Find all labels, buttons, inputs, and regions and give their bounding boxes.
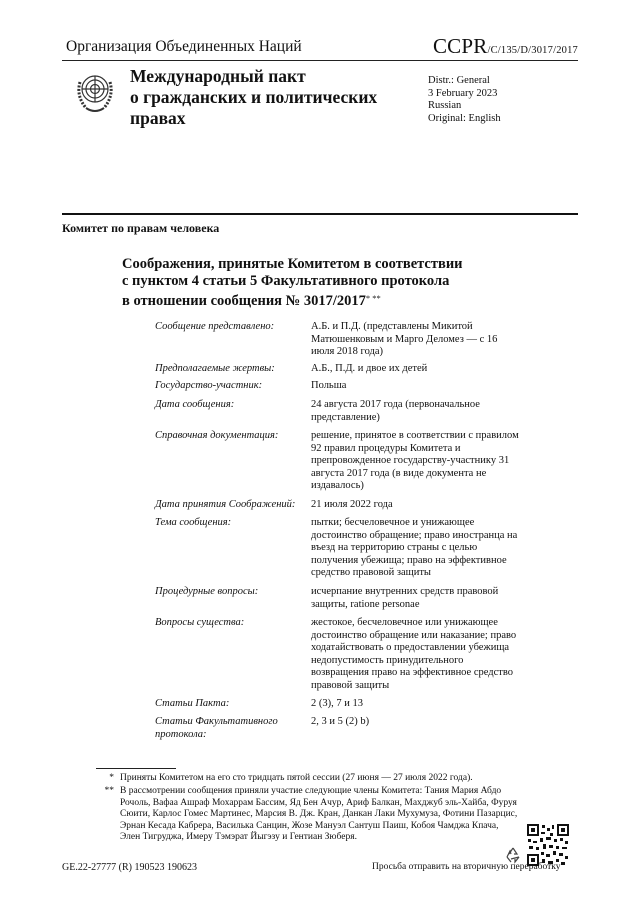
footnote-marks: * ** <box>365 293 381 303</box>
qr-code-icon <box>526 823 570 867</box>
meta-date: 3 February 2023 <box>428 87 498 99</box>
covenant-title-line: правах <box>130 108 186 128</box>
meta-original: Original: English <box>428 112 501 124</box>
detail-value: А.Б. и П.Д. (представлены Микитой Матюшенковым и Марго Деломез — с 16 июля 2018 года) <box>311 321 498 357</box>
symbol-rest: /C/135/D/3017/2017 <box>487 45 578 56</box>
un-emblem-icon <box>70 66 120 116</box>
detail-label: Дата принятия Соображений: <box>155 499 296 510</box>
footnote-mark: ** <box>104 786 114 796</box>
detail-label: Справочная документация: <box>155 430 279 441</box>
detail-value: 2 (3), 7 и 13 <box>311 698 363 709</box>
meta-distr: Distr.: General <box>428 75 490 86</box>
views-title-line <box>122 290 502 310</box>
footnote-text: Приняты Комитетом на его сто тридцать пятой сессии (27 июня — 27 июля 2022 года). <box>120 773 473 783</box>
footnote-rule <box>96 768 176 769</box>
detail-value: 21 июля 2022 года <box>311 499 393 510</box>
detail-value: исчерпание внутренних средств правовой защиты, ratione personae <box>311 586 499 610</box>
detail-label: Предполагаемые жертвы: <box>155 363 275 374</box>
footnote-mark: * <box>109 773 114 783</box>
document-symbol <box>433 34 578 59</box>
covenant-title-line: Международный пакт <box>130 66 306 86</box>
distribution-meta <box>428 75 501 125</box>
top-rule <box>62 60 578 61</box>
detail-value: 24 августа 2017 года (первоначальное представление) <box>311 399 480 423</box>
views-title <box>122 256 502 310</box>
detail-label: Дата сообщения: <box>155 399 235 410</box>
detail-label: Тема сообщения: <box>155 517 232 528</box>
views-title-line: с пунктом 4 статьи 5 Факультативного протокола <box>122 273 450 289</box>
detail-value: А.Б., П.Д. и двое их детей <box>311 363 428 374</box>
views-title-line: Соображения, принятые Комитетом в соответствии <box>122 256 463 272</box>
covenant-title <box>130 66 400 129</box>
detail-value: 2, 3 и 5 (2) b) <box>311 716 370 727</box>
detail-value: Польша <box>311 380 347 391</box>
detail-value: пытки; бесчеловечное и унижающее достоинство обращение; право иностранца на въезд на территорию страны с целью получения убежища; право на эффективное средство правовой защиты <box>311 517 518 578</box>
job-number: GE.22-27777 (R) 190523 190623 <box>62 862 197 873</box>
organization-name: Организация Объединенных Наций <box>66 38 302 55</box>
committee-name: Комитет по правам человека <box>62 221 220 235</box>
detail-value: решение, принятое в соответствии с правилом 92 правил процедуры Комитета и препровожденное государству-участнику 31 августа 2017 года (в виде документа не издавалось) <box>311 430 519 491</box>
detail-label: Статьи Факультативного протокола: <box>155 716 278 740</box>
detail-label: Государство-участник: <box>155 380 263 391</box>
detail-label: Вопросы существа: <box>155 617 245 628</box>
symbol-main: CCPR <box>432 34 488 58</box>
views-title-line-text: в отношении сообщения № 3017/2017 <box>122 293 366 309</box>
detail-label: Процедурные вопросы: <box>155 586 259 597</box>
detail-label: Статьи Пакта: <box>155 698 230 709</box>
covenant-title-line: о гражданских и политических <box>130 87 378 107</box>
detail-value: жестокое, бесчеловечное или унижающее достоинство обращение или наказание; право ходатайствовать о предоставлении убежища недопустимость принудительного возвращения право на эффективное средство правовой защиты <box>311 617 517 691</box>
recycle-note: Просьба отправить на вторичную переработку <box>372 862 561 872</box>
meta-language: Russian <box>428 100 462 111</box>
footnote-text: В рассмотрении сообщения приняли участие следующие члены Комитета: Тания Мария Абдо Рочоль, Вафаа Ашраф Мохаррам Бассим, Яд Бен Ачур, Ариф Балкан, Махджуб эль-Хайба, Фуруя Сюити, Карлос Гомес Мартинес, Марсия В. Дж. Кран, Данкан Лаки Мухумуза, Фотини Пазарцис, Эрнан Кесада Кабрера, Василька Санцин, Жозе Мануэл Сантуш Паиш, Кобоя Чамджа Кпача, Элен Тигруджа, Имеру Тэмэрат Йыгэзу и Гентиан Зюберя. <box>120 786 518 842</box>
detail-label: Сообщение представлено: <box>155 321 275 332</box>
thick-rule <box>62 213 578 215</box>
